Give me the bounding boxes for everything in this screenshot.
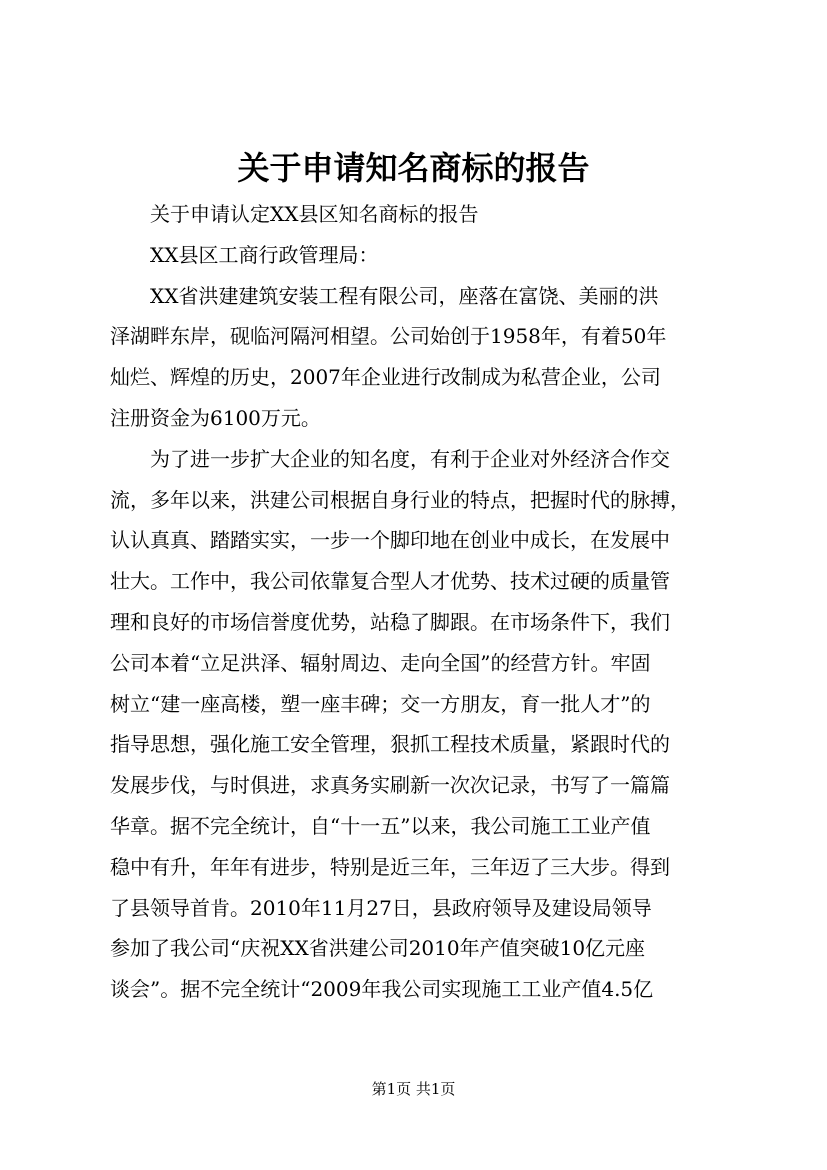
body-line: XX省洪建建筑安装工程有限公司，座落在富饶、美丽的洪 [150, 283, 659, 308]
body-line: 泽湖畔东岸，砚临河隔河相望。公司始创于1958年，有着50年 [110, 324, 667, 349]
body-line: 理和良好的市场信誉度优势，站稳了脚跟。在市场条件下，我们 [110, 609, 670, 634]
body-line: 华章。据不完全统计，自“十一五”以来，我公司施工工业产值 [110, 813, 651, 838]
body-line: 壮大。工作中，我公司依靠复合型人才优势、技术过硬的质量管 [110, 569, 670, 594]
addressee-line: XX县区工商行政管理局： [150, 242, 379, 267]
body-line: 谈会”。据不完全统计“2009年我公司实现施工工业产值4.5亿 [110, 977, 654, 1002]
document-body [110, 194, 722, 1010]
body-line: 参加了我公司“庆祝XX省洪建公司2010年产值突破10亿元座 [110, 936, 646, 961]
body-line: 为了进一步扩大企业的知名度，有利于企业对外经济合作交 [150, 446, 670, 471]
body-line: 注册资金为6100万元。 [110, 405, 321, 430]
subject-line: 关于申请认定XX县区知名商标的报告 [150, 202, 479, 226]
body-line: 发展步伐，与时俱进，求真务实刷新一次次记录，书写了一篇篇 [110, 773, 670, 798]
page-footer: 第1页 共1页 [371, 1080, 456, 1098]
body-line: 指导思想，强化施工安全管理，狠抓工程技术质量，紧跟时代的 [110, 732, 670, 757]
body-line: 稳中有升，年年有进步，特别是近三年，三年迈了三大步。得到 [110, 854, 670, 879]
body-line: 认认真真、踏踏实实，一步一个脚印地在创业中成长，在发展中 [110, 528, 670, 553]
document-title: 关于申请知名商标的报告 [237, 149, 590, 187]
body-line: 灿烂、辉煌的历史，2007年企业进行改制成为私营企业，公司 [110, 365, 661, 390]
body-line: 树立“建一座高楼，塑一座丰碑；交一方朋友，育一批人才”的 [110, 691, 651, 716]
body-line: 流，多年以来，洪建公司根据自身行业的特点，把握时代的脉搏， [110, 487, 690, 512]
body-line: 公司本着“立足洪泽、辐射周边、走向全国”的经营方针。牢固 [110, 650, 651, 675]
body-line: 了县领导首肯。2010年11月27日，县政府领导及建设局领导 [110, 895, 652, 920]
